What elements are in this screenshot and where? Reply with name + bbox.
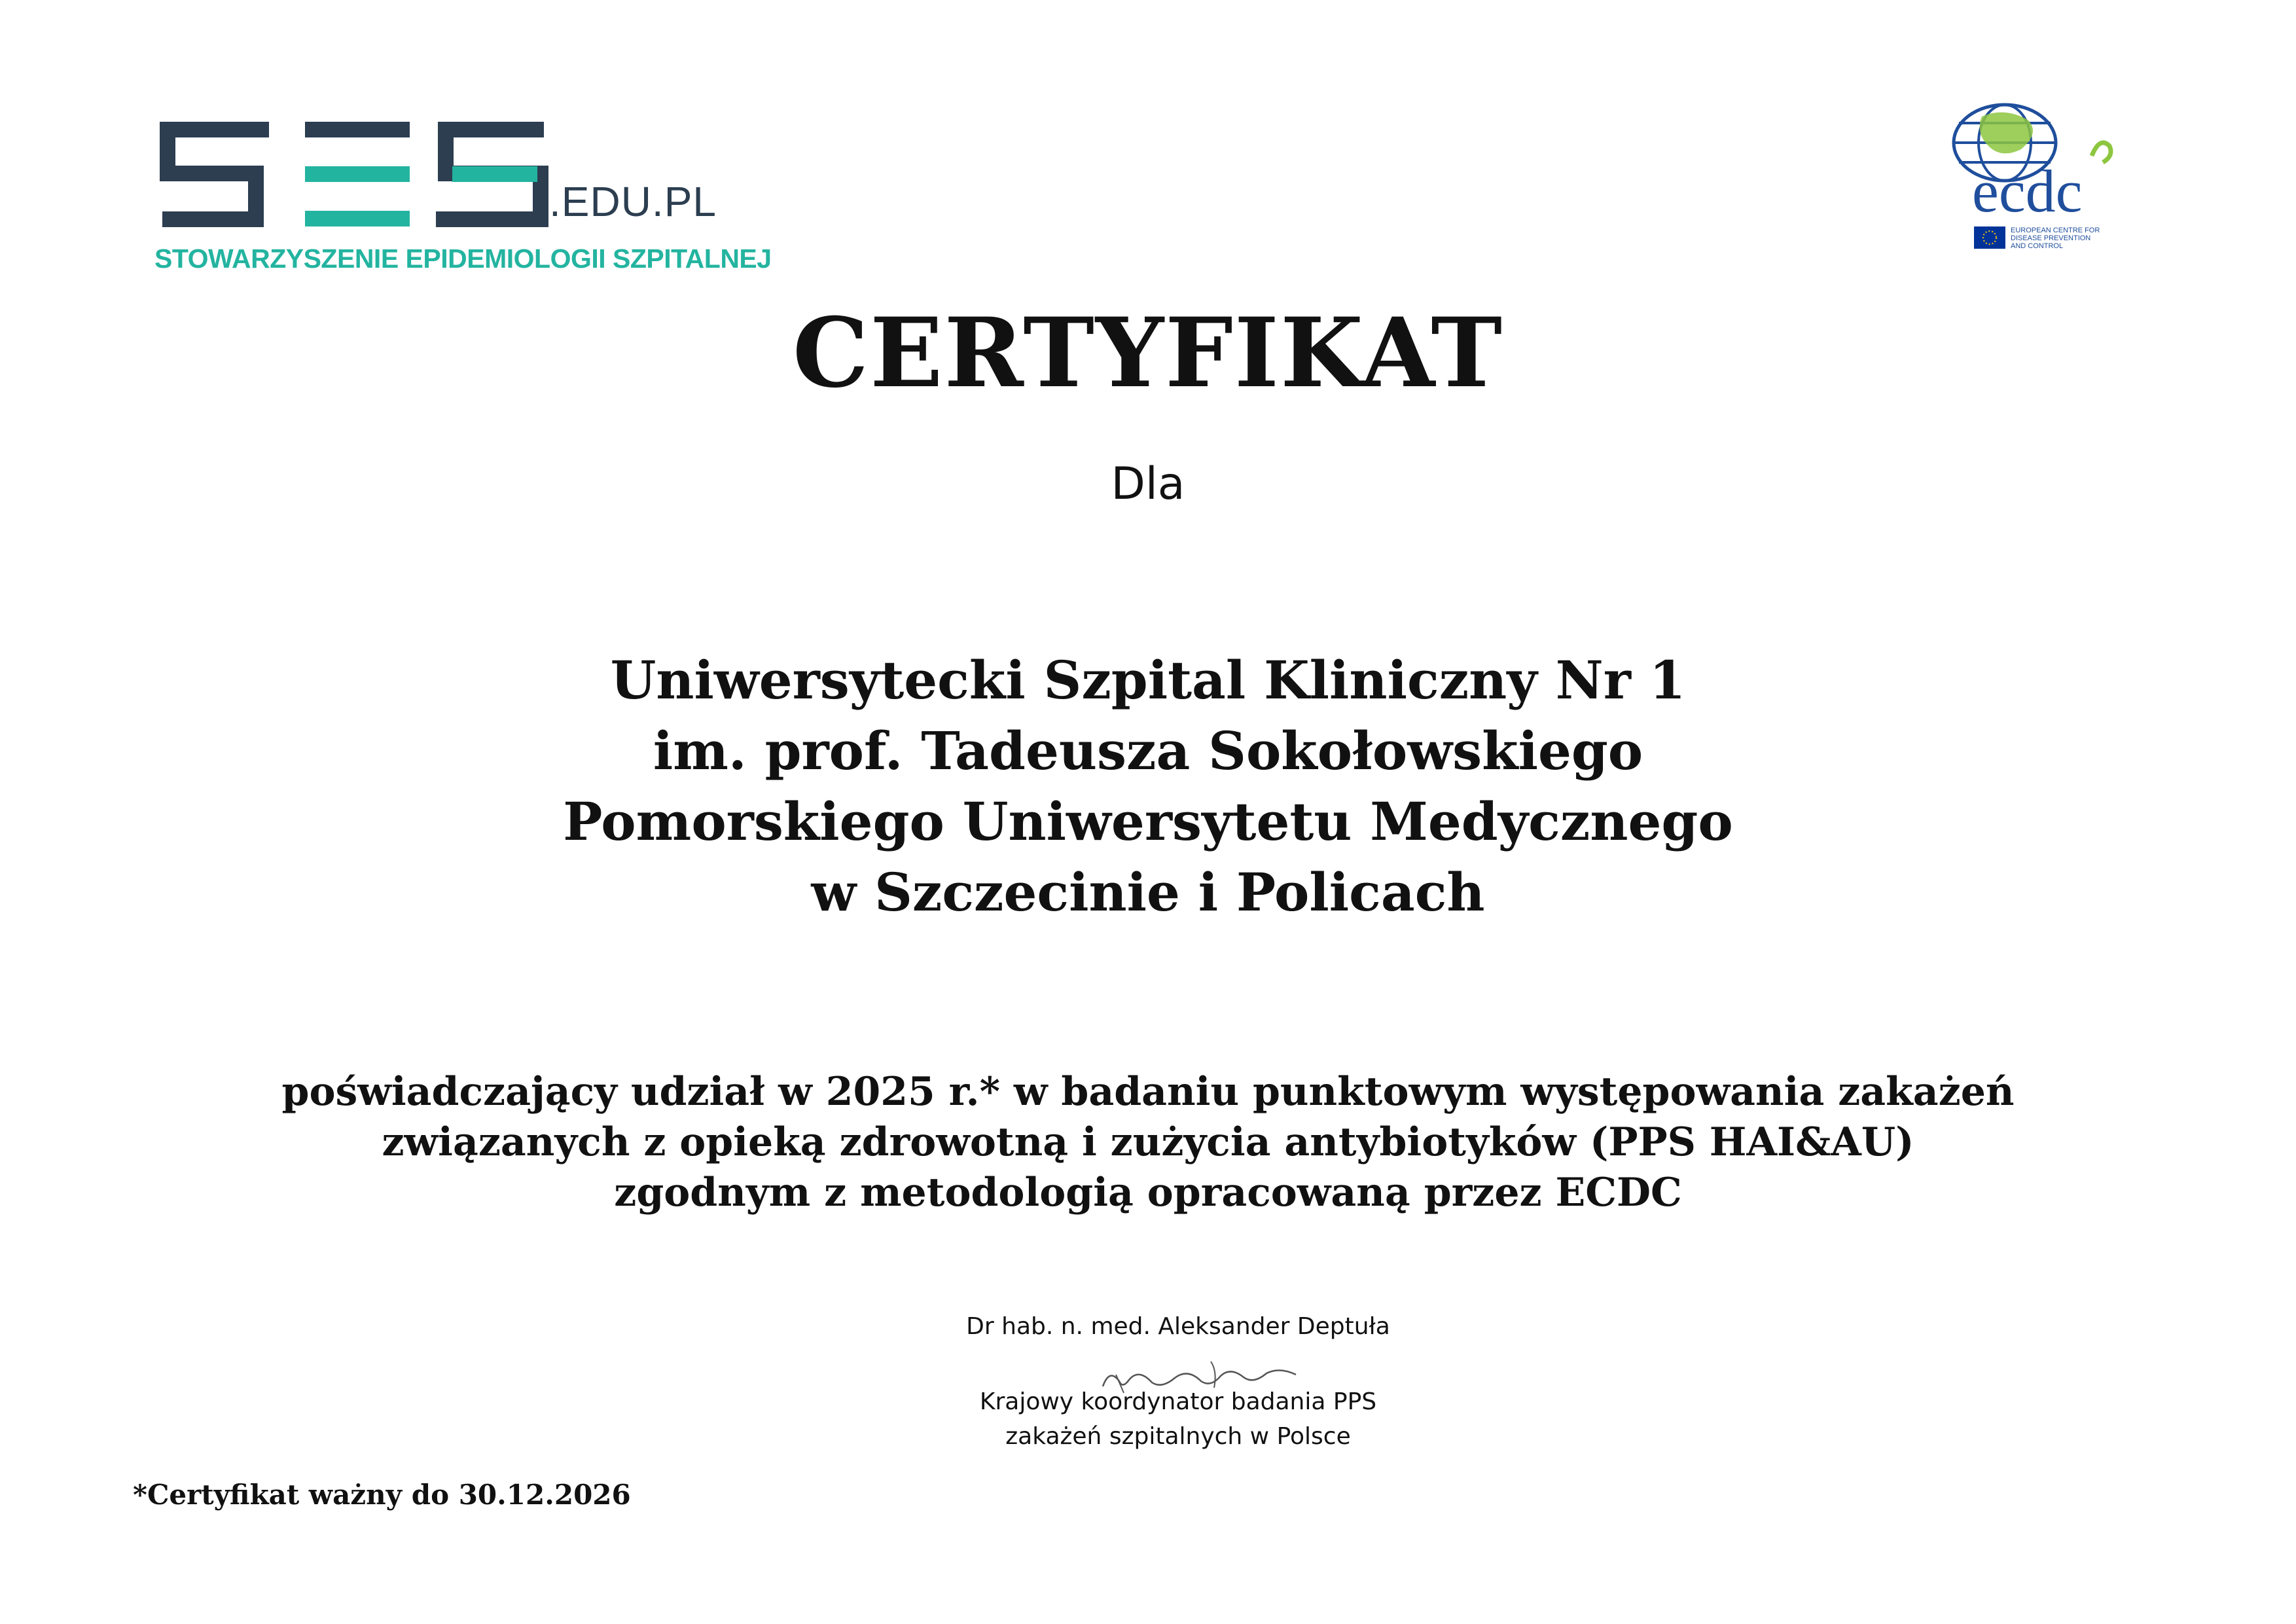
- recipient-line: w Szczecinie i Policach: [811, 861, 1485, 923]
- recipient-line: Pomorskiego Uniwersytetu Medycznego: [563, 791, 1733, 852]
- ecdc-wordmark: ecdc: [1972, 158, 2083, 225]
- certificate-title: CERTYFIKAT: [793, 297, 1503, 409]
- ses-letter-e: [305, 122, 410, 226]
- ses-letter-s-right: [436, 122, 544, 219]
- recipient-line: Uniwersytecki Szpital Kliniczny Nr 1: [610, 649, 1686, 711]
- signer-name: Dr hab. n. med. Aleksander Deptuła: [966, 1313, 1390, 1340]
- signer-role: [916, 1384, 1440, 1454]
- ecdc-logo: [1943, 97, 2139, 261]
- recipient-block: [0, 645, 2296, 928]
- statement-block: [0, 1067, 2296, 1218]
- ses-tagline: STOWARZYSZENIE EPIDEMIOLOGII SZPITALNEJ: [154, 244, 772, 274]
- eu-flag-icon: [1974, 226, 2005, 249]
- ses-domain: .EDU.PL: [549, 178, 717, 225]
- ses-letter-s-left: [162, 130, 269, 219]
- for-label: Dla: [1111, 458, 1185, 510]
- ecdc-subtitle-line-1: EUROPEAN CENTRE FOR: [2011, 226, 2100, 234]
- recipient-line: im. prof. Tadeusza Sokołowskiego: [653, 720, 1643, 782]
- signer-role-line: zakażeń szpitalnych w Polsce: [1005, 1423, 1351, 1450]
- statement-line: poświadczający udział w 2025 r.* w badaniu punktowym występowania zakażeń: [281, 1069, 2015, 1115]
- statement-line: związanych z opieką zdrowotną i zużycia antybiotyków (PPS HAI&AU): [382, 1119, 1914, 1165]
- validity-footnote: *Certyfikat ważny do 30.12.2026: [133, 1479, 631, 1511]
- ecdc-subtitle-line-3: AND CONTROL: [2011, 242, 2064, 250]
- ecdc-subtitle-line-2: DISEASE PREVENTION: [2011, 234, 2091, 242]
- signer-role-line: Krajowy koordynator badania PPS: [979, 1388, 1377, 1415]
- statement-line: zgodnym z metodologią opracowaną przez ECDC: [614, 1170, 1682, 1216]
